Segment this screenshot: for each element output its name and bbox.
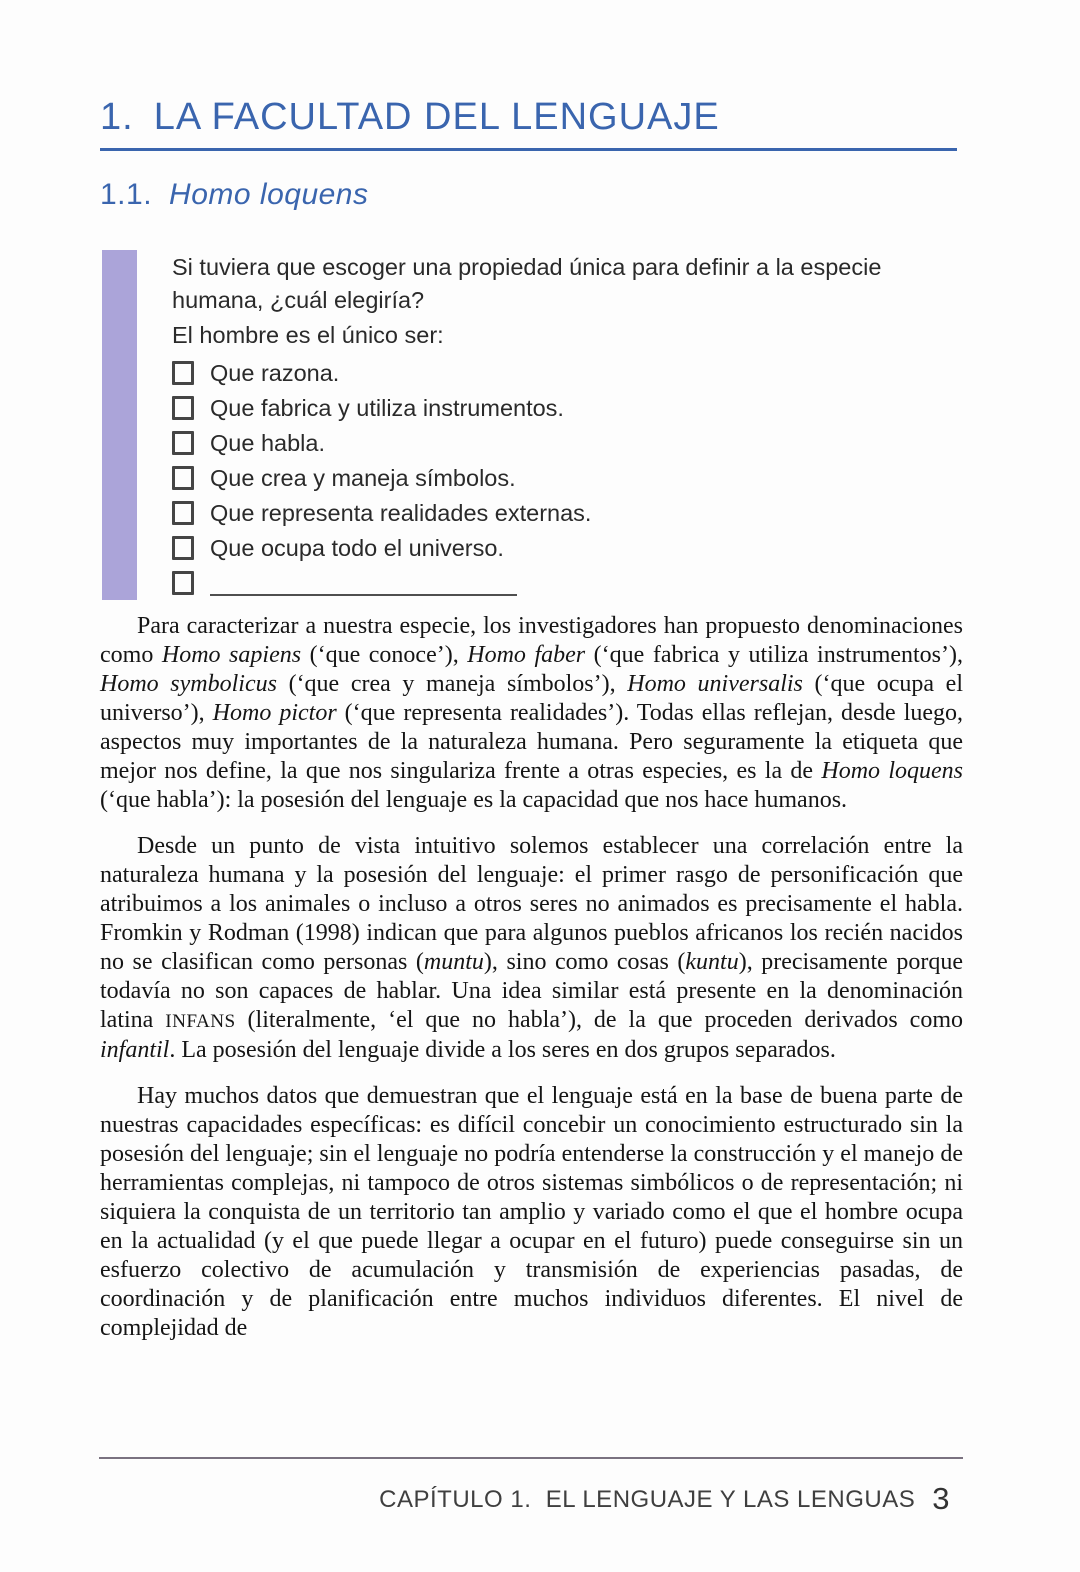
option-label: Que fabrica y utiliza instrumentos. (210, 394, 564, 421)
text-segment: Para caracterizar a nuestra especie, los investigadores han propuesto denominaciones como (100, 613, 963, 668)
text-segment: Homo faber (467, 642, 586, 668)
section-title: Homo loquens (169, 178, 369, 211)
exercise-option (172, 390, 954, 425)
text-segment: (‘que fabrica y utiliza instrumentos’), (585, 642, 964, 668)
option-checkbox[interactable] (172, 571, 194, 595)
text-segment: (‘que ocupa el universo’), (100, 671, 964, 726)
option-label: Que ocupa todo el universo. (210, 534, 504, 561)
text-segment: Homo loquens (821, 758, 964, 784)
exercise-content (172, 250, 954, 600)
text-segment: infantil (100, 1037, 170, 1063)
running-head: CAPÍTULO 1. EL LENGUAJE Y LAS LENGUAS (379, 1486, 916, 1513)
option-label: Que habla. (210, 429, 325, 456)
write-in-line[interactable] (210, 574, 517, 596)
body-paragraph (100, 1082, 963, 1343)
body-text (100, 612, 963, 1360)
exercise-options-list (172, 355, 954, 600)
text-segment: muntu (423, 949, 484, 975)
option-checkbox[interactable] (172, 431, 194, 455)
chapter-heading-block (100, 96, 957, 151)
text-segment: (‘que conoce’), (301, 642, 468, 668)
exercise-box (102, 250, 954, 600)
option-label: Que crea y maneja símbolos. (210, 464, 516, 491)
option-label: Que representa realidades externas. (210, 499, 592, 526)
text-segment: Hay muchos datos que demuestran que el lenguaje está en la base de buena parte de nuestras capacidades específicas: es difícil concebir un conocimiento estructurado sin la posesión del lenguaje; sin el lenguaje no podría entenderse la construcción y el manejo de herramientas complejas, ni tampoco de otros sistemas simbólicos o de representación; ni siquiera la conquista de un territorio tan amplio y variado como el que el hombre ocupa en la actualidad (y el que puede llegar a ocupar en el futuro) puede conseguirse sin un esfuerzo colectivo de acumulación y transmisión de experiencias pasadas, de coordinación y de planificación entre muchos individuos diferentes. El nivel de complejidad de (100, 1083, 963, 1341)
text-segment: (literalmente, ‘el que no habla’), de la que proceden derivados como (235, 1007, 963, 1033)
text-segment: Homo symbolicus (100, 671, 277, 697)
body-paragraph (100, 832, 963, 1065)
chapter-heading-title: LA FACULTAD DEL LENGUAJE (153, 96, 720, 138)
text-segment: . La posesión del lenguaje divide a los seres en dos grupos separados. (169, 1037, 836, 1063)
running-footer (379, 1481, 950, 1516)
body-paragraph (100, 612, 963, 815)
text-segment: Homo universalis (627, 671, 803, 697)
text-segment: kuntu (685, 949, 739, 975)
exercise-option-write-in (172, 565, 954, 600)
option-checkbox[interactable] (172, 396, 194, 420)
text-segment: ), precisamente porque todavía no son capaces de hablar. Una idea similar está presente en la denominación latina (100, 949, 964, 1033)
text-segment: Homo pictor (212, 700, 337, 726)
section-subheading (100, 178, 369, 212)
text-segment: ), sino como cosas ( (483, 949, 686, 975)
option-label: Que razona. (210, 359, 340, 386)
exercise-accent-bar (102, 250, 137, 600)
text-segment: Homo sapiens (161, 642, 302, 668)
exercise-question: Si tuviera que escoger una propiedad única para definir a la especie humana, ¿cuál elegiría? (172, 254, 882, 313)
option-checkbox[interactable] (172, 361, 194, 385)
text-segment: (‘que representa realidades’). Todas ellas reflejan, desde luego, aspectos muy importantes de la naturaleza humana. Pero seguramente la etiqueta que mejor nos define, la que nos singulariza frente a otras especies, es la de (100, 700, 964, 784)
section-number: 1.1. (100, 178, 153, 211)
page-number: 3 (932, 1481, 950, 1516)
chapter-heading-number: 1. (100, 96, 134, 138)
exercise-option (172, 355, 954, 390)
exercise-option (172, 495, 954, 530)
exercise-option (172, 460, 954, 495)
exercise-prompt: El hombre es el único ser: (172, 322, 444, 348)
text-segment: Desde un punto de vista intuitivo solemos establecer una correlación entre la naturaleza humana y la posesión del lenguaje: el primer rasgo de personificación que atribuimos a los animales o incluso a otros seres no animados es precisamente el habla. Fromkin y Rodman (1998) indican que para algunos pueblos africanos los recién nacidos no se clasifican como personas ( (100, 833, 963, 975)
option-checkbox[interactable] (172, 466, 194, 490)
footer-rule (99, 1457, 963, 1459)
option-checkbox[interactable] (172, 501, 194, 525)
text-segment: (‘que habla’): la posesión del lenguaje es la capacidad que nos hace humanos. (100, 787, 848, 813)
chapter-heading (100, 96, 957, 138)
exercise-option (172, 530, 954, 565)
text-segment: (‘que crea y maneja símbolos’), (276, 671, 628, 697)
option-checkbox[interactable] (172, 536, 194, 560)
exercise-option (172, 425, 954, 460)
text-segment: INFANS (165, 1011, 236, 1032)
